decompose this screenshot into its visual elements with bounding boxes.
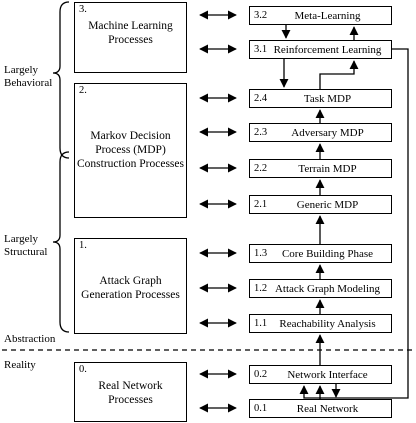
abstraction-label: Abstraction	[4, 333, 56, 345]
behavioral-line-1: Largely	[4, 64, 39, 76]
step-number: 3.2	[254, 9, 268, 21]
reality-label: Reality	[4, 359, 36, 371]
real-network-processes-number: 0.	[79, 364, 87, 375]
behavioral-brace	[53, 2, 69, 158]
step-label: Task MDP	[303, 92, 352, 105]
step-number: 0.1	[254, 402, 268, 414]
mdp-processes-line-1: Markov Decision	[90, 130, 171, 142]
step-number: 2.2	[254, 162, 268, 174]
ml-processes-number: 3.	[79, 4, 87, 15]
step-label: Reinforcement Learning	[273, 43, 382, 56]
bidirectional-arrows	[200, 15, 236, 408]
mdp-processes-number: 2.	[79, 85, 87, 96]
step-number: 1.1	[254, 317, 268, 329]
flow-arrow	[320, 61, 354, 89]
step-label: Network Interface	[287, 368, 368, 381]
step-label: Terrain MDP	[298, 162, 357, 175]
step-number: 1.2	[254, 282, 268, 294]
step-label: Reachability Analysis	[279, 317, 376, 330]
step-label: Meta-Learning	[294, 9, 361, 22]
mdp-processes-line-2: Process (MDP)	[95, 144, 166, 156]
step-number: 2.3	[254, 126, 268, 138]
step-number: 1.3	[254, 247, 268, 259]
mdp-processes-line-3: Construction Processes	[76, 158, 184, 170]
attack-graph-processes-number: 1.	[79, 240, 87, 251]
step-label: Attack Graph Modeling	[274, 282, 381, 295]
step-label: Real Network	[296, 402, 359, 415]
step-number: 3.1	[254, 43, 268, 55]
ml-processes-line-1: Machine Learning	[88, 20, 173, 32]
attack-graph-processes-line-1: Attack Graph	[99, 275, 162, 287]
step-number: 2.1	[254, 198, 268, 210]
structural-line-1: Largely	[4, 233, 39, 245]
structural-line-2: Structural	[4, 246, 48, 258]
real-network-processes-line-1: Real Network	[98, 380, 163, 392]
step-label: Adversary MDP	[291, 126, 364, 139]
step-number: 2.4	[254, 92, 268, 104]
ml-processes-line-2: Processes	[108, 34, 153, 46]
attack-graph-processes-line-2: Generation Processes	[81, 289, 180, 301]
flow-arrows	[284, 25, 408, 399]
behavioral-line-2: Behavioral	[4, 77, 53, 89]
real-network-processes-line-2: Processes	[108, 394, 153, 406]
step-label: Core Building Phase	[281, 247, 374, 260]
structural-brace	[53, 152, 69, 332]
step-number: 0.2	[254, 368, 268, 380]
step-label: Generic MDP	[296, 198, 359, 211]
